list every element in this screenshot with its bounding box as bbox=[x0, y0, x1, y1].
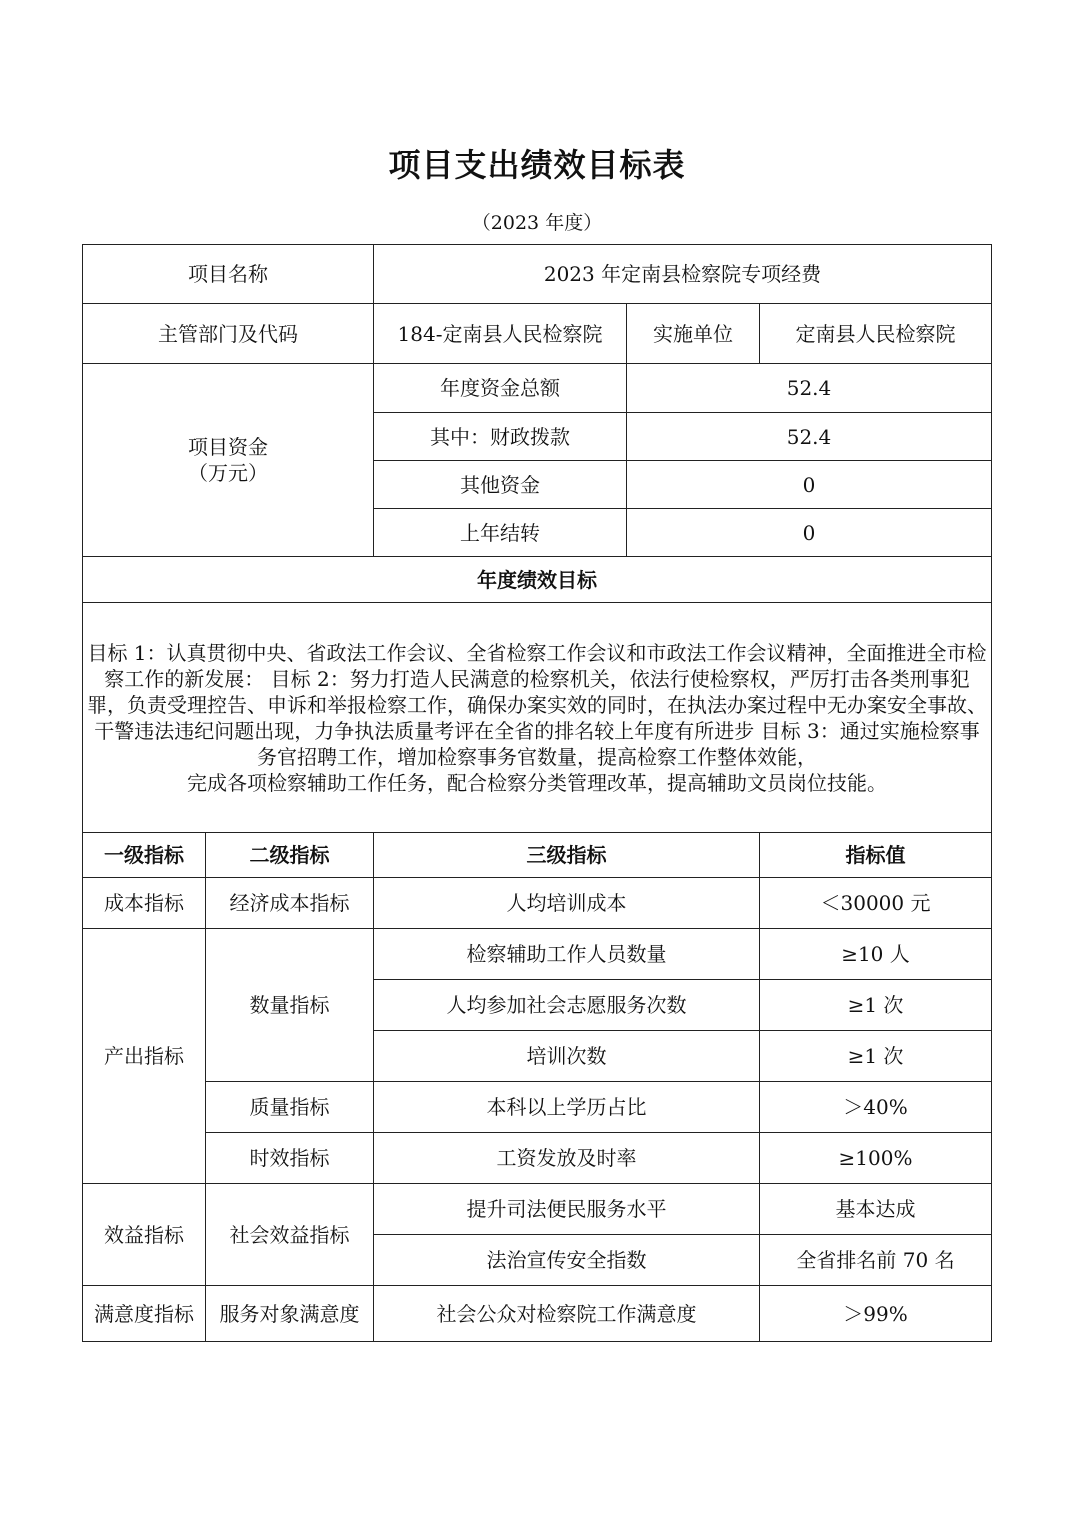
department-label: 主管部门及代码 bbox=[83, 304, 374, 364]
benefit-level1: 效益指标 bbox=[83, 1184, 206, 1286]
output-row bbox=[83, 1133, 992, 1184]
funds-row-value: 0 bbox=[627, 461, 992, 509]
goals-text-main: 目标 1：认真贯彻中央、省政法工作会议、全省检察工作会议和市政法工作会议精神，全面推进全市检察工作的新发展： 目标 2：努力打造人民满意的检察机关，依法行使检察权，严厉打击各类刑事犯罪，负责受理控告、申诉和举报检察工作，确保办案实效的同时，在执法办案过程中无办案安全事故、干警违法违纪问题出现，力争执法质量考评在全省的排名较上年度有所进步 目标 3：通过实施检察事务官招聘工作，增加检察事务官数量，提高检察工作整体效能， bbox=[87, 640, 987, 769]
indicator-level3: 检察辅助工作人员数量 bbox=[374, 929, 760, 980]
project-name-value: 2023 年定南县检察院专项经费 bbox=[374, 245, 992, 304]
funds-row-label: 上年结转 bbox=[374, 509, 627, 557]
indicator-value: ≥1 次 bbox=[760, 980, 992, 1031]
department-row bbox=[83, 304, 992, 364]
project-name-label: 项目名称 bbox=[83, 245, 374, 304]
indicator-level3: 工资发放及时率 bbox=[374, 1133, 760, 1184]
indicator-value: ≥100% bbox=[760, 1133, 992, 1184]
indicator-value: ≥10 人 bbox=[760, 929, 992, 980]
output-row bbox=[83, 1082, 992, 1133]
year-subtitle: （2023 年度） bbox=[471, 212, 603, 234]
indicator-value: 基本达成 bbox=[760, 1184, 992, 1235]
benefit-level2: 社会效益指标 bbox=[206, 1184, 374, 1286]
goals-text-tail: 完成各项检察辅助工作任务，配合检察分类管理改革，提高辅助文员岗位技能。 bbox=[187, 770, 887, 795]
header-value: 指标值 bbox=[760, 833, 992, 878]
goals-text bbox=[83, 603, 992, 833]
satisfaction-value: ＞99% bbox=[760, 1286, 992, 1342]
funds-row-label: 其他资金 bbox=[374, 461, 627, 509]
quality-level2: 质量指标 bbox=[206, 1082, 374, 1133]
project-name-row bbox=[83, 245, 992, 304]
funds-row-value: 52.4 bbox=[627, 413, 992, 461]
indicator-value: ≥1 次 bbox=[760, 1031, 992, 1082]
implementing-unit-value: 定南县人民检察院 bbox=[760, 304, 992, 364]
cost-level3: 人均培训成本 bbox=[374, 878, 760, 929]
implementing-unit-label: 实施单位 bbox=[627, 304, 760, 364]
funds-row-label: 年度资金总额 bbox=[374, 364, 627, 413]
performance-table bbox=[82, 244, 992, 1342]
page-title: 项目支出绩效目标表 bbox=[388, 146, 686, 184]
indicator-level3: 法治宣传安全指数 bbox=[374, 1235, 760, 1286]
funds-row-label: 其中：财政拨款 bbox=[374, 413, 627, 461]
indicator-level3: 培训次数 bbox=[374, 1031, 760, 1082]
funds-row bbox=[83, 364, 992, 413]
cost-value: ＜30000 元 bbox=[760, 878, 992, 929]
indicator-value: 全省排名前 70 名 bbox=[760, 1235, 992, 1286]
funds-label bbox=[83, 364, 374, 557]
funds-label-line2: （万元） bbox=[188, 461, 268, 485]
funds-label-line1: 项目资金 bbox=[188, 435, 268, 459]
header-level1: 一级指标 bbox=[83, 833, 206, 878]
goals-header: 年度绩效目标 bbox=[83, 557, 992, 603]
output-row bbox=[83, 929, 992, 980]
indicator-level3: 人均参加社会志愿服务次数 bbox=[374, 980, 760, 1031]
cost-level1: 成本指标 bbox=[83, 878, 206, 929]
funds-row-value: 52.4 bbox=[627, 364, 992, 413]
header-level3: 三级指标 bbox=[374, 833, 760, 878]
satisfaction-level3: 社会公众对检察院工作满意度 bbox=[374, 1286, 760, 1342]
header-level2: 二级指标 bbox=[206, 833, 374, 878]
timeliness-level2: 时效指标 bbox=[206, 1133, 374, 1184]
indicator-level3: 本科以上学历占比 bbox=[374, 1082, 760, 1133]
indicator-value: ＞40% bbox=[760, 1082, 992, 1133]
benefit-row bbox=[83, 1184, 992, 1235]
satisfaction-row bbox=[83, 1286, 992, 1342]
cost-row bbox=[83, 878, 992, 929]
satisfaction-level2: 服务对象满意度 bbox=[206, 1286, 374, 1342]
output-level1: 产出指标 bbox=[83, 929, 206, 1184]
cost-level2: 经济成本指标 bbox=[206, 878, 374, 929]
goals-text-row bbox=[83, 603, 992, 833]
quantity-level2: 数量指标 bbox=[206, 929, 374, 1082]
department-value: 184-定南县人民检察院 bbox=[374, 304, 627, 364]
indicator-level3: 提升司法便民服务水平 bbox=[374, 1184, 760, 1235]
indicator-header-row bbox=[83, 833, 992, 878]
goals-header-row bbox=[83, 557, 992, 603]
funds-row-value: 0 bbox=[627, 509, 992, 557]
satisfaction-level1: 满意度指标 bbox=[83, 1286, 206, 1342]
